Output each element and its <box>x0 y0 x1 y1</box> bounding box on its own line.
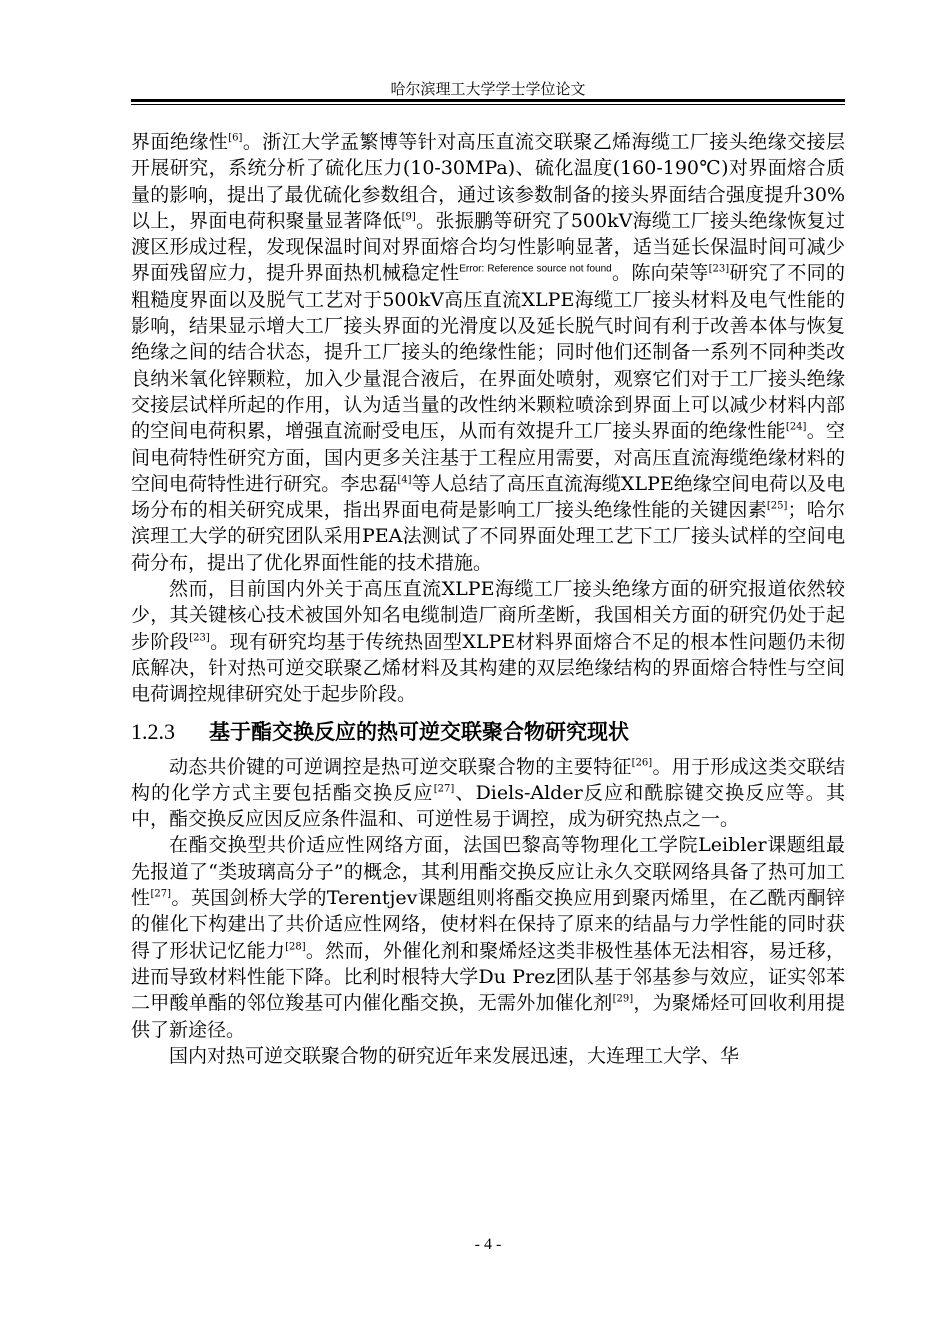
text-run: 。陈向荣等 <box>611 262 709 285</box>
paragraph <box>131 576 845 707</box>
text-run: 。然而，外催化剂和聚烯烃这类非极性基体无法相容，易迁移，进而导致材料性能下降。比利时根特大学Du Prez团队基于邻基参与效应，证实邻苯二甲酸单酯的邻位羧基可内催化酯交换，无需外加催化剂 <box>131 939 845 1015</box>
citation: [9] <box>401 211 416 223</box>
paragraph <box>131 832 845 1042</box>
paragraph <box>131 754 845 833</box>
text-run: 。空间电荷特性研究方面，国内更多关注基于工程应用需要，对高压直流海缆绝缘材料的空间电荷特性进行研究。李忠磊 <box>131 420 845 495</box>
reference-error: Error: Reference source not found <box>459 264 612 276</box>
citation: [23] <box>189 632 210 644</box>
body-text <box>131 129 845 1069</box>
text-run: 在酯交换型共价适应性网络方面，法国巴黎高等物理化工学院Leibler课题组最先报道了“类玻璃高分子”的概念，其利用酯交换反应让永久交联网络具备了热可加工性 <box>131 834 845 910</box>
section-title: 基于酯交换反应的热可逆交联聚合物研究现状 <box>209 719 629 744</box>
citation: [29] <box>612 993 634 1005</box>
citation: [27] <box>150 888 171 900</box>
text-run: 、Diels-Alder反应和酰腙键交换反应等。其中，酯交换反应因反应条件温和、可逆性易于调控，成为研究热点之一。 <box>131 781 845 831</box>
citation: [4] <box>397 474 412 486</box>
text-run: 动态共价键的可逆调控是热可逆交联聚合物的主要特征 <box>169 755 632 778</box>
header-rule-thin <box>131 104 845 105</box>
text-run: ，为聚烯烃可回收利用提供了新途径。 <box>131 992 845 1041</box>
running-header: 哈尔滨理工大学学士学位论文 <box>390 80 586 98</box>
text-run: 。用于形成这类交联结构的化学方式主要包括酯交换反应 <box>131 755 845 804</box>
text-run: 国内对热可逆交联聚合物的研究近年来发展迅速，大连理工大学、华 <box>169 1044 740 1067</box>
text-run: 。英国剑桥大学的Terentjev课题组则将酯交换应用到聚丙烯里，在乙酰丙酮锌的催化下构建出了共价适应性网络，使材料在保持了原来的结晶与力学性能的同时获得了形状记忆能力 <box>131 887 845 962</box>
paragraph <box>131 129 845 576</box>
text-run: 。现有研究均基于传统热固型XLPE材料界面熔合不足的根本性问题仍未彻底解决，针对热可逆交联聚乙烯材料及其构建的双层绝缘结构的界面熔合特性与空间电荷调控规律研究处于起步阶段。 <box>131 630 845 706</box>
section-number: 1.2.3 <box>131 718 175 744</box>
page-number: - 4 - <box>474 1236 502 1253</box>
text-run: ；哈尔滨理工大学的研究团队采用PEA法测试了不同界面处理工艺下工厂接头试样的空间电荷分布，提出了优化界面性能的技术措施。 <box>131 499 845 574</box>
text-run: 。浙江大学孟繁博等针对高压直流交联聚乙烯海缆工厂接头绝缘交接层开展研究，系统分析了硫化压力(10-30MPa)、硫化温度(160-190℃)对界面熔合质量的影响，提出了最优硫化参数组合，通过该参数制备的接头界面结合强度提升30%以上，界面电荷积聚量显著降低 <box>131 131 845 232</box>
text-run: 研究了不同的粗糙度界面以及脱气工艺对于500kV高压直流XLPE海缆工厂接头材料及电气性能的影响，结果显示增大工厂接头界面的光滑度以及延长脱气时间有利于改善本体与恢复绝缘之间的结合状态，提升工厂接头的绝缘性能；同时他们还制备一系列不同种类改良纳米氧化锌颗粒，加入少量混合液后，在界面处喷射，观察它们对于工厂接头绝缘交接层试样所起的作用，认为适当量的改性纳米颗粒喷涂到界面上可以减少材料内部的空间电荷积累，增强直流耐受电压，从而有效提升工厂接头界面的绝缘性能 <box>131 262 845 443</box>
citation: [23] <box>708 264 730 276</box>
text-run: 。张振鹏等研究了500kV海缆工厂接头绝缘恢复过渡区形成过程，发现保温时间对界面熔合均匀性影响显著，适当延长保温时间可减少界面残留应力，提升界面热机械稳定性 <box>131 209 845 285</box>
citation: [26] <box>631 757 653 769</box>
text-run: 界面绝缘性 <box>131 131 229 153</box>
section-heading <box>131 717 845 747</box>
header-rule-thick <box>131 99 845 102</box>
citation: [25] <box>766 500 788 512</box>
citation: [27] <box>433 783 455 795</box>
text-run: 等人总结了高压直流海缆XLPE绝缘空间电荷以及电场分布的相关研究成果，指出界面电荷是影响工厂接头绝缘性能的关键因素 <box>131 472 845 522</box>
paragraph <box>131 1043 845 1069</box>
citation: [6] <box>228 132 243 144</box>
citation: [24] <box>785 421 807 433</box>
citation: [28] <box>285 941 306 953</box>
text-run: 然而，目前国内外关于高压直流XLPE海缆工厂接头绝缘方面的研究报道依然较少，其关键核心技术被国外知名电缆制造厂商所垄断，我国相关方面的研究仍处于起步阶段 <box>131 578 845 653</box>
